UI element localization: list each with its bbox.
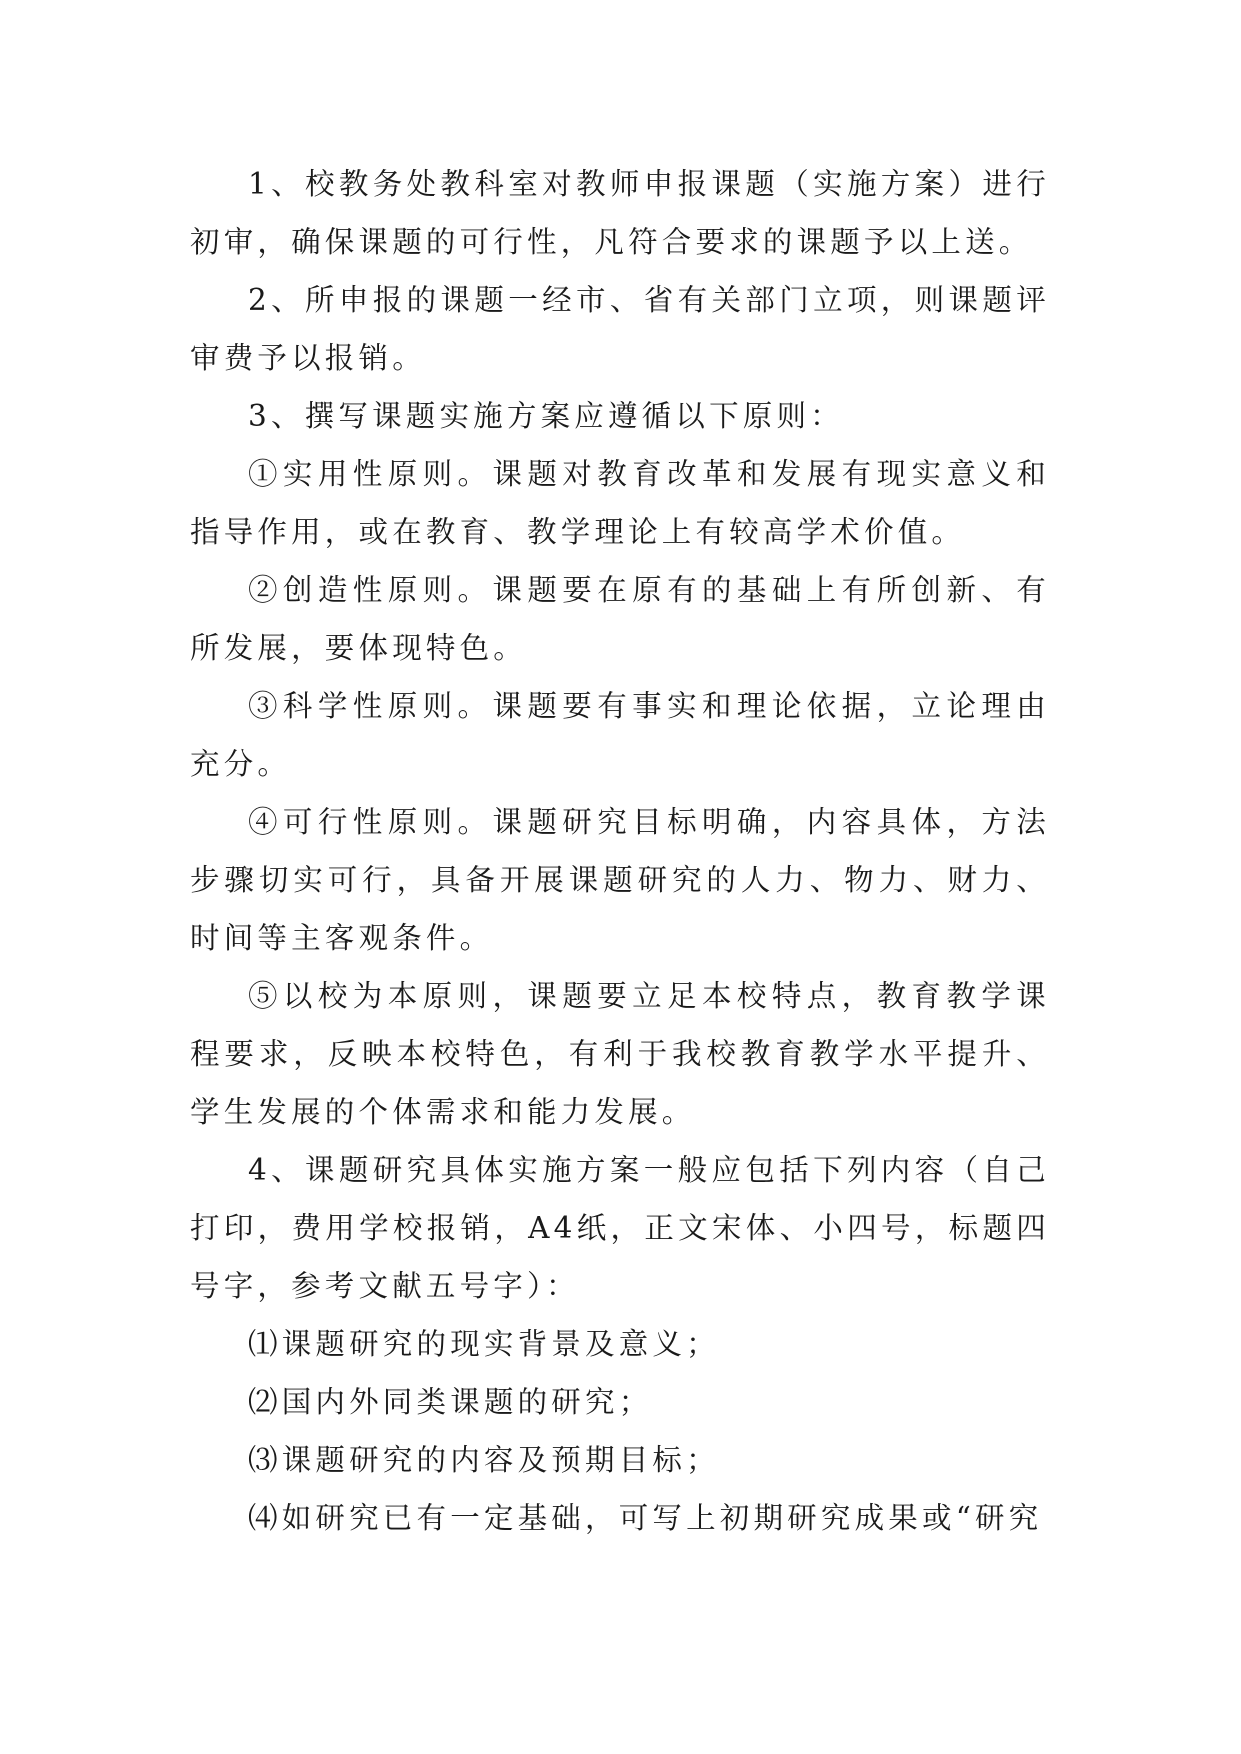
plan-content-related-research: ⑵国内外同类课题的研究； [248,1385,653,1419]
paragraph-item-2-reimbursement: 2、所申报的课题一经市、省有关部门立项，则课题评审费予以报销。 [190,283,1050,375]
plan-content-background: ⑴课题研究的现实背景及意义； [248,1327,720,1361]
paragraph-item-1-review: 1、校教务处教科室对教师申报课题（实施方案）进行初审，确保课题的可行性，凡符合要求的课题予以上送。 [190,167,1050,259]
document-body [190,155,1050,1547]
plan-content-initial-results: ⑷如研究已有一定基础，可写上初期研究成果或“研究 [248,1501,1043,1535]
principle-feasibility: ④可行性原则。课题研究目标明确，内容具体，方法步骤切实可行，具备开展课题研究的人力、物力、财力、时间等主客观条件。 [190,805,1050,955]
plan-content-goals: ⑶课题研究的内容及预期目标； [248,1443,720,1477]
paragraph-item-3-principles: 3、撰写课题实施方案应遵循以下原则： [248,399,844,433]
principle-practicality: ①实用性原则。课题对教育改革和发展有现实意义和指导作用，或在教育、教学理论上有较高学术价值。 [190,457,1050,549]
principle-creativity: ②创造性原则。课题要在原有的基础上有所创新、有所发展，要体现特色。 [190,573,1050,665]
principle-school-based: ⑤以校为本原则，课题要立足本校特点，教育教学课程要求，反映本校特色，有利于我校教育教学水平提升、学生发展的个体需求和能力发展。 [190,979,1050,1129]
principle-scientific: ③科学性原则。课题要有事实和理论依据，立论理由充分。 [190,689,1050,781]
paragraph-item-4-plan-contents: 4、课题研究具体实施方案一般应包括下列内容（自己打印，费用学校报销，A4纸，正文宋体、小四号，标题四号字，参考文献五号字）： [190,1153,1050,1303]
